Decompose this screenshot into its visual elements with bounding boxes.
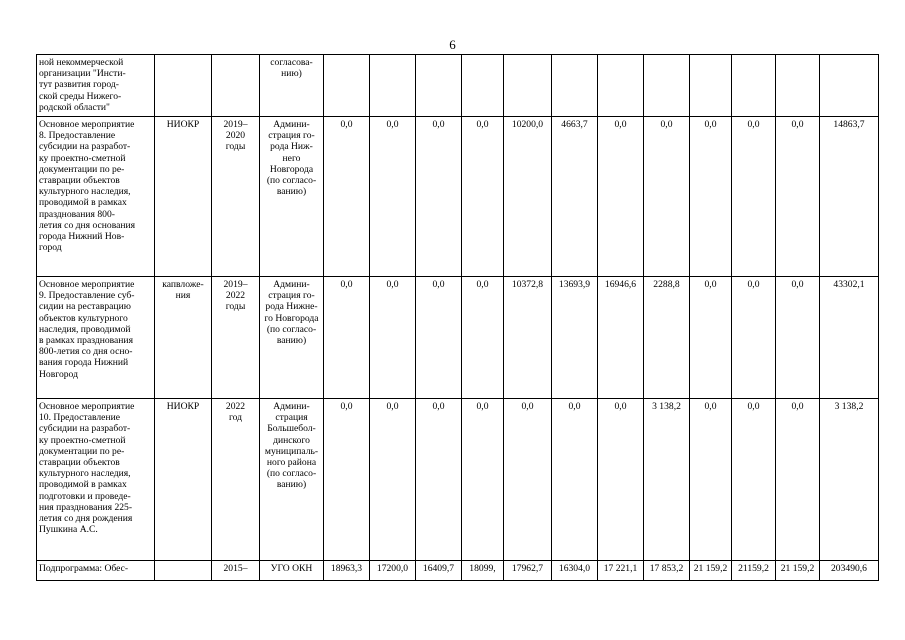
year-value-cell: 17200,0 <box>370 561 416 581</box>
year-value-cell: 0,0 <box>462 117 504 277</box>
year-value-cell <box>552 55 598 117</box>
table-row <box>37 561 879 581</box>
year-value-cell <box>370 55 416 117</box>
year-value-cell: 0,0 <box>324 277 370 399</box>
year-value-cell: 0,0 <box>416 399 462 561</box>
year-value-cell <box>732 55 776 117</box>
year-value-cell: 0,0 <box>462 399 504 561</box>
year-value-cell: 17 853,2 <box>644 561 690 581</box>
year-value-cell: 16946,6 <box>598 277 644 399</box>
total-cell: 203490,6 <box>820 561 879 581</box>
year-value-cell <box>598 55 644 117</box>
year-value-cell: 0,0 <box>776 117 820 277</box>
year-value-cell: 0,0 <box>776 277 820 399</box>
year-value-cell: 18099, <box>462 561 504 581</box>
year-value-cell: 10200,0 <box>504 117 552 277</box>
year-value-cell <box>644 55 690 117</box>
year-value-cell: 0,0 <box>416 117 462 277</box>
year-value-cell: 13693,9 <box>552 277 598 399</box>
year-value-cell: 21 159,2 <box>690 561 732 581</box>
year-value-cell: 4663,7 <box>552 117 598 277</box>
year-value-cell <box>690 55 732 117</box>
cost-type-cell <box>155 561 212 581</box>
year-value-cell: 0,0 <box>462 277 504 399</box>
activity-name-cell: ной некоммерческой организации "Инсти- тут развития город- ской среды Нижего- родской области" <box>37 55 155 117</box>
total-cell: 14863,7 <box>820 117 879 277</box>
activity-name-cell: Основное мероприятие 10. Предоставление субсидии на разработ- ку проектно-сметной документации по ре- ставрации объектов культурного наследия, проводимой в рамках подготовки и проведе- ния празднования 225- летия со дня рождения Пушкина А.С. <box>37 399 155 561</box>
year-value-cell: 10372,8 <box>504 277 552 399</box>
executor-cell: Админи- страция го- рода Нижне- го Новгорода (по согласо- ванию) <box>260 277 324 399</box>
year-value-cell <box>504 55 552 117</box>
total-cell: 43302,1 <box>820 277 879 399</box>
year-value-cell: 2288,8 <box>644 277 690 399</box>
year-value-cell: 0,0 <box>598 117 644 277</box>
year-value-cell <box>776 55 820 117</box>
executor-cell: УГО ОКН <box>260 561 324 581</box>
year-value-cell: 0,0 <box>324 117 370 277</box>
year-value-cell: 0,0 <box>370 399 416 561</box>
activity-name-cell: Основное мероприятие 9. Предоставление суб- сидии на реставрацию объектов культурного наследия, проводимой в рамках празднования 800-летия со дня осно- вания города Нижний Новгород <box>37 277 155 399</box>
year-value-cell: 0,0 <box>370 117 416 277</box>
page-number: 6 <box>449 37 456 52</box>
total-cell: 3 138,2 <box>820 399 879 561</box>
year-value-cell <box>416 55 462 117</box>
year-value-cell: 0,0 <box>690 399 732 561</box>
executor-cell: Админи- страция го- рода Ниж- него Новгорода (по согласо- ванию) <box>260 117 324 277</box>
table-row <box>37 399 879 561</box>
year-value-cell <box>462 55 504 117</box>
year-value-cell: 0,0 <box>732 117 776 277</box>
cost-type-cell: капвложе- ния <box>155 277 212 399</box>
executor-cell: Админи- страция Большебол- динского муниципаль- ного района (по согласо- ванию) <box>260 399 324 561</box>
year-value-cell <box>324 55 370 117</box>
year-value-cell: 17962,7 <box>504 561 552 581</box>
cost-type-cell: НИОКР <box>155 399 212 561</box>
program-table <box>36 54 879 581</box>
period-cell: 2022 год <box>212 399 260 561</box>
executor-cell: согласова- нию) <box>260 55 324 117</box>
period-cell: 2019– 2022 годы <box>212 277 260 399</box>
year-value-cell: 0,0 <box>690 117 732 277</box>
year-value-cell: 0,0 <box>644 117 690 277</box>
year-value-cell: 16304,0 <box>552 561 598 581</box>
activity-name-cell: Основное мероприятие 8. Предоставление субсидии на разработ- ку проектно-сметной документации по ре- ставрации объектов культурного наследия, проводимой в рамках празднования 800- летия со дня основания города Нижний Нов- город <box>37 117 155 277</box>
year-value-cell: 0,0 <box>690 277 732 399</box>
year-value-cell: 0,0 <box>324 399 370 561</box>
total-cell <box>820 55 879 117</box>
year-value-cell: 16409,7 <box>416 561 462 581</box>
year-value-cell: 17 221,1 <box>598 561 644 581</box>
table-row <box>37 117 879 277</box>
cost-type-cell <box>155 55 212 117</box>
period-cell: 2019– 2020 годы <box>212 117 260 277</box>
year-value-cell: 0,0 <box>732 399 776 561</box>
year-value-cell: 0,0 <box>552 399 598 561</box>
year-value-cell: 21159,2 <box>732 561 776 581</box>
year-value-cell: 18963,3 <box>324 561 370 581</box>
year-value-cell: 0,0 <box>416 277 462 399</box>
year-value-cell: 0,0 <box>370 277 416 399</box>
year-value-cell: 0,0 <box>732 277 776 399</box>
activity-name-cell: Подпрограмма: Обес- <box>37 561 155 581</box>
year-value-cell: 21 159,2 <box>776 561 820 581</box>
year-value-cell: 3 138,2 <box>644 399 690 561</box>
table-row <box>37 277 879 399</box>
year-value-cell: 0,0 <box>598 399 644 561</box>
cost-type-cell: НИОКР <box>155 117 212 277</box>
year-value-cell: 0,0 <box>504 399 552 561</box>
period-cell: 2015– <box>212 561 260 581</box>
table-row <box>37 55 879 117</box>
period-cell <box>212 55 260 117</box>
year-value-cell: 0,0 <box>776 399 820 561</box>
